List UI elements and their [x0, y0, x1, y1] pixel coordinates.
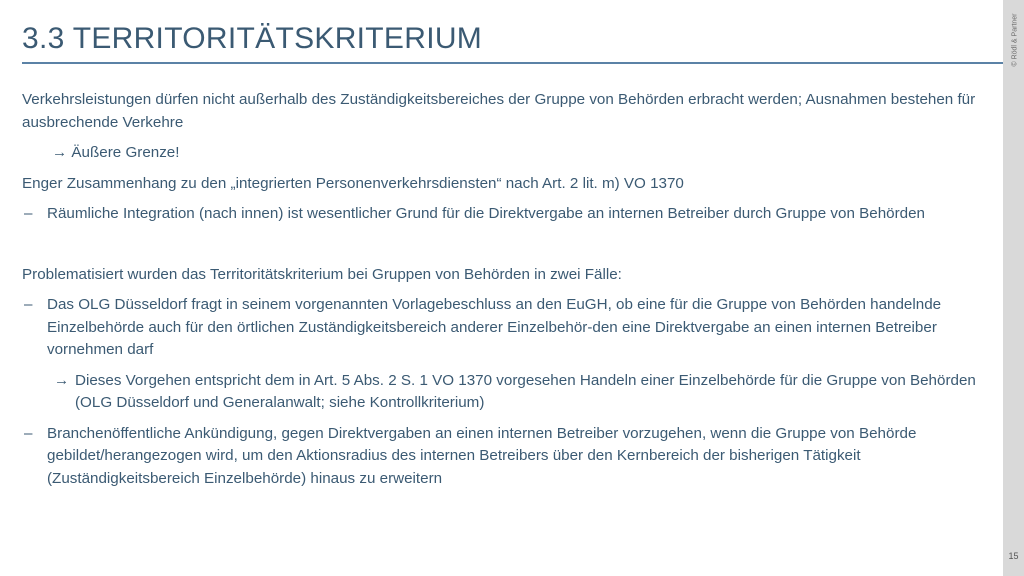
paragraph-scope: Verkehrsleistungen dürfen nicht außerhalb des Zuständigkeitsbereiches der Gruppe von Behörden erbracht werden; Ausnahmen bestehen für ausbrechende Verkehre	[22, 91, 976, 131]
arrow-point-text: Äußere Grenze!	[71, 144, 180, 161]
paragraph-problem-cases: Problematisiert wurden das Territoritätskriterium bei Gruppen von Behörden in zwei Fälle:	[22, 265, 622, 283]
dash-item-announcement	[22, 423, 990, 491]
dash-item-olg-duesseldorf	[22, 294, 990, 362]
slide-title: 3.3 TERRITORITÄTSKRITERIUM	[22, 22, 483, 55]
right-sidebar-bar	[1003, 0, 1024, 576]
paragraph-integration: Enger Zusammenhang zu den „integrierten Personenverkehrsdiensten“ nach Art. 2 lit. m) VO 1370	[22, 174, 684, 192]
arrow-point-text: Dieses Vorgehen entspricht dem in Art. 5 Abs. 2 S. 1 VO 1370 vorgesehen Handeln einer Einzelbehörde für die Gruppe von Behörden (OLG Düsseldorf und Generalanwalt; siehe Kontrollkriterium)	[75, 371, 976, 411]
copyright-notice	[1003, 0, 1024, 80]
dash-item-spatial-integration	[22, 203, 990, 226]
arrow-point-art5	[22, 370, 990, 415]
dash-item-text: Branchenöffentliche Ankündigung, gegen Direktvergaben an einen internen Betreiber vorzugehen, wenn die Gruppe von Behörde gebildet/herangezogen wird, um den Aktionsradius des internen Betreibers über den Kernbereich der bisherigen Tätigkeit (Zuständigkeitsbereich Einzelbehörde) hinaus zu erweitern	[47, 424, 917, 487]
dash-bullet-icon: –	[24, 296, 33, 313]
page-number: 15	[1008, 551, 1019, 561]
dash-bullet-icon: –	[24, 205, 33, 222]
dash-item-text: Das OLG Düsseldorf fragt in seinem vorgenannten Vorlagebeschluss an den EuGH, ob eine für die Gruppe von Behörden handelnde Einzelbehörde auch für den örtlichen Zuständigkeitsbereich anderer Einzelbehör-den eine Direktvergabe an einen internen Betreiber vornehmen darf	[47, 296, 942, 358]
spacer	[22, 234, 990, 264]
copyright-text: © Rödl & Partner	[1011, 13, 1019, 67]
arrow-right-icon: →	[52, 144, 68, 161]
arrow-right-icon: →	[54, 371, 70, 389]
dash-item-text: Räumliche Integration (nach innen) ist wesentlicher Grund für die Direktvergabe an internen Betreiber durch Gruppe von Behörden	[47, 205, 925, 222]
arrow-point-outer-border	[22, 142, 990, 165]
title-underline	[22, 62, 1003, 64]
dash-bullet-icon: –	[24, 424, 33, 442]
slide-body	[22, 89, 990, 498]
